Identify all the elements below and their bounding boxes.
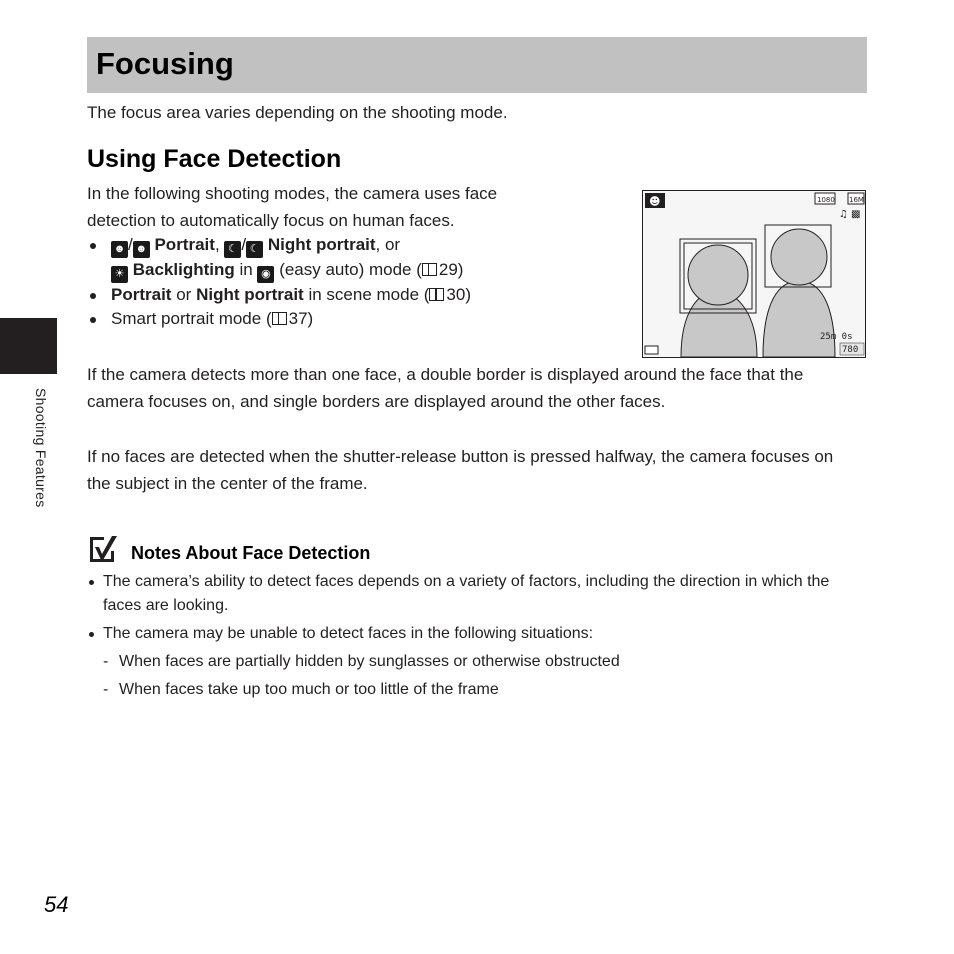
camera-screen-svg xyxy=(643,191,865,357)
backlighting-mode-icon: ☀ xyxy=(111,266,128,283)
list-item: Smart portrait mode ( 37) xyxy=(87,307,557,331)
note-list xyxy=(87,570,847,706)
night-portrait-label: Night portrait xyxy=(196,285,304,304)
intro-text: The focus area varies depending on the shooting mode. xyxy=(87,103,508,122)
easy-auto-mode-icon: ◉ xyxy=(257,266,274,283)
page-title-bar xyxy=(87,37,867,93)
night-portrait-label: Night portrait xyxy=(267,235,376,254)
list-item: The camera may be unable to detect faces in the following situations: - When faces are partially hidden by sunglasses or otherwise obstructed - When faces take up too much or too little of the frame xyxy=(87,622,847,702)
svg-text:16M: 16M xyxy=(849,196,864,204)
portrait-mode-icon: ☻ xyxy=(111,241,128,258)
checkmark-note-icon xyxy=(88,535,118,563)
list-item: Portrait or Night portrait in scene mode ( 30) xyxy=(87,283,557,307)
multiple-faces-description: If the camera detects more than one face, a double border is displayed around the face that the camera focuses on, and single borders are displayed around the other faces. xyxy=(87,365,804,411)
svg-text:♫: ♫ xyxy=(839,209,848,220)
portrait-alt-mode-icon: ☻ xyxy=(133,241,150,258)
video-resolution-icon xyxy=(815,193,835,204)
page-reference-icon xyxy=(272,312,287,325)
night-portrait-alt-mode-icon: ☾ xyxy=(246,241,263,258)
list-item: ☻ / ☻ Portrait, ☾ / ☾ Night portrait, or ☀ Backlighting in ◉ (easy auto) mode ( 29) xyxy=(87,233,557,283)
svg-text:780: 780 xyxy=(842,345,859,355)
section-title: Using Face Detection xyxy=(87,145,342,173)
portrait-label: Portrait xyxy=(111,285,172,304)
mode-list xyxy=(87,233,557,331)
page-title: Focusing xyxy=(96,46,234,81)
section-side-label: Shooting Features xyxy=(33,388,49,508)
no-faces-description: If no faces are detected when the shutter-release button is pressed halfway, the camera focuses on the subject in the center of the frame. xyxy=(87,447,834,493)
page-reference-icon xyxy=(429,288,444,301)
svg-text:☻: ☻ xyxy=(649,195,661,208)
image-size-icon xyxy=(848,193,864,204)
list-item: - When faces are partially hidden by sunglasses or otherwise obstructed xyxy=(103,650,847,674)
remaining-time: 25m 0s xyxy=(820,332,853,342)
mode-indicator-icon xyxy=(645,193,665,208)
situation-sub-list xyxy=(103,650,847,702)
page-reference-icon xyxy=(422,263,437,276)
svg-text:1080: 1080 xyxy=(817,196,835,204)
list-item: The camera’s ability to detect faces depends on a variety of factors, including the direction in which the faces are looking. xyxy=(87,570,847,618)
camera-screen-illustration xyxy=(642,190,866,358)
portrait-label: Portrait xyxy=(154,235,215,254)
section-side-tab xyxy=(0,318,57,374)
battery-icon xyxy=(645,346,658,354)
list-item: - When faces take up too much or too little of the frame xyxy=(103,678,847,702)
svg-text:▩: ▩ xyxy=(851,209,861,220)
shots-remaining-display xyxy=(840,343,864,355)
note-title: Notes About Face Detection xyxy=(131,543,371,563)
backlighting-label: Backlighting xyxy=(132,260,235,279)
night-portrait-mode-icon: ☾ xyxy=(224,241,241,258)
face-detection-description: In the following shooting modes, the camera uses face detection to automatically focus on human faces. xyxy=(87,184,498,230)
page-number: 54 xyxy=(44,892,69,917)
